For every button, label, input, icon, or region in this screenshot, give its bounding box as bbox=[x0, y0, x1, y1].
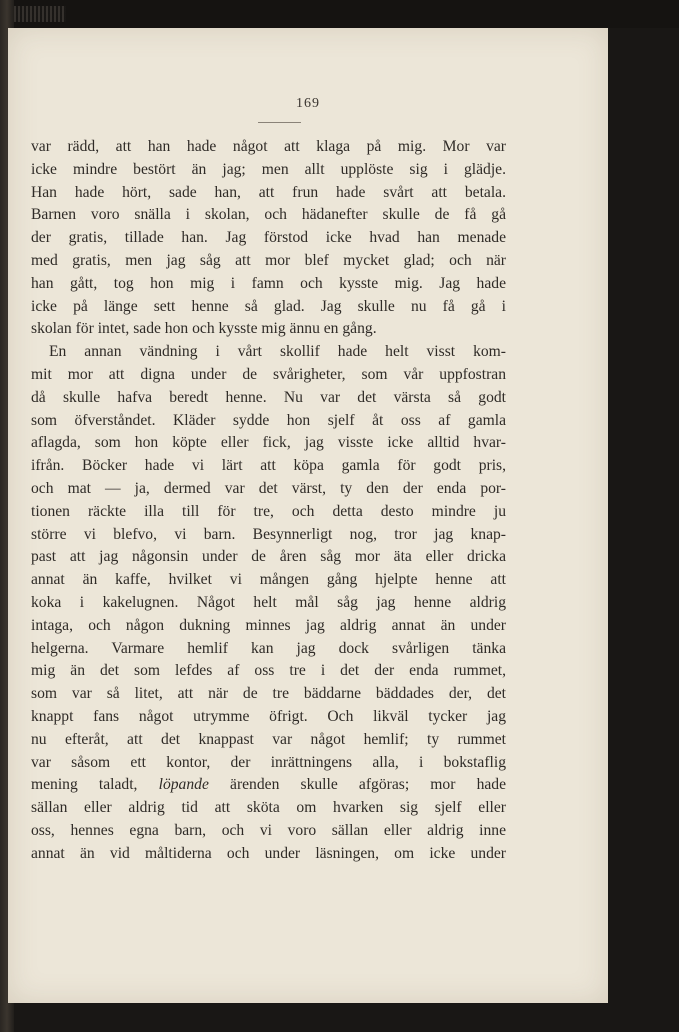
text-line: der gratis, tillade han. Jag förstod icke hvad han menade bbox=[31, 229, 506, 247]
book-page bbox=[8, 28, 608, 1003]
text-line: icke mindre bestört än jag; men allt upplöste sig i glädje. bbox=[31, 160, 506, 178]
text-line: icke på länge sett henne så glad. Jag skulle nu få gå i bbox=[31, 297, 506, 315]
text-line: knappt fans något utrymme öfrigt. Och likväl tycker jag bbox=[31, 707, 506, 725]
text-line: större vi blefvo, vi barn. Besynnerligt nog, tror jag knap- bbox=[31, 525, 506, 543]
emphasized-word: löpande bbox=[158, 776, 209, 794]
text-line: var rädd, att han hade något att klaga på mig. Mor var bbox=[31, 138, 506, 155]
text-line: då skulle hafva beredt henne. Nu var det värsta så godt bbox=[31, 388, 506, 406]
text-line: Barnen voro snälla i skolan, och hädanefter skulle de få gå bbox=[31, 206, 506, 224]
text-line: han gått, tog hon mig i famn och kysste mig. Jag hade bbox=[31, 274, 506, 292]
page-number-rule bbox=[258, 122, 301, 123]
text-line: och mat — ja, dermed var det värst, ty den der enda por- bbox=[31, 479, 506, 497]
binding-marks bbox=[6, 6, 66, 22]
paragraph-start-line: En annan vändning i vårt skollif hade helt visst kom- bbox=[49, 343, 506, 361]
text-line: som var så litet, att när de tre bäddarne bäddades der, det bbox=[31, 685, 506, 703]
text-line: som öfverståndet. Kläder sydde hon sjelf åt oss af gamla bbox=[31, 411, 506, 429]
text-line: mit mor att digna under de svårigheter, som vår uppfostran bbox=[31, 365, 506, 383]
text-line: mig än det som lefdes af oss tre i det der enda rummet, bbox=[31, 662, 506, 680]
text-line: aflagda, som hon köpte eller fick, jag visste icke alltid hvar- bbox=[31, 434, 506, 452]
text-line: past att jag någonsin under de åren såg mor äta eller dricka bbox=[31, 548, 506, 566]
text-segment: ärenden skulle afgöras; mor hade bbox=[208, 776, 507, 794]
text-line: var såsom ett kontor, der inrättningens alla, i bokstaflig bbox=[31, 753, 506, 771]
page-number: 169 bbox=[296, 96, 320, 111]
text-line: koka i kakelugnen. Något helt mål såg jag henne aldrig bbox=[31, 593, 506, 611]
text-segment: mening taladt, bbox=[31, 776, 159, 794]
body-text bbox=[31, 136, 506, 866]
text-line: ifrån. Böcker hade vi lärt att köpa gamla för godt pris, bbox=[31, 457, 506, 475]
paragraph-end-line: skolan för intet, sade hon och kysste mig ännu en gång. bbox=[31, 320, 377, 338]
text-line: med gratis, men jag såg att mor blef mycket glad; och när bbox=[31, 251, 506, 269]
text-line: nu efteråt, att det knappast var något hemlif; ty rummet bbox=[31, 730, 506, 748]
text-line: sällan eller aldrig tid att sköta om hvarken sig sjelf eller bbox=[31, 799, 506, 817]
text-line: Han hade hört, sade han, att frun hade svårt att betala. bbox=[31, 183, 506, 201]
text-line: annat än kaffe, hvilket vi mången gång hjelpte henne att bbox=[31, 571, 506, 589]
text-line-with-emphasis bbox=[31, 774, 506, 797]
text-line: intaga, och någon dukning minnes jag aldrig annat än under bbox=[31, 616, 506, 634]
text-line: oss, hennes egna barn, och vi voro sällan eller aldrig inne bbox=[31, 821, 506, 839]
text-line: tionen räckte illa till för tre, och detta desto mindre ju bbox=[31, 502, 506, 520]
scan-top-edge bbox=[0, 0, 679, 28]
text-line: helgerna. Varmare hemlif kan jag dock svårligen tänka bbox=[31, 639, 506, 657]
text-line: annat än vid måltiderna och under läsningen, om icke under bbox=[31, 844, 506, 862]
